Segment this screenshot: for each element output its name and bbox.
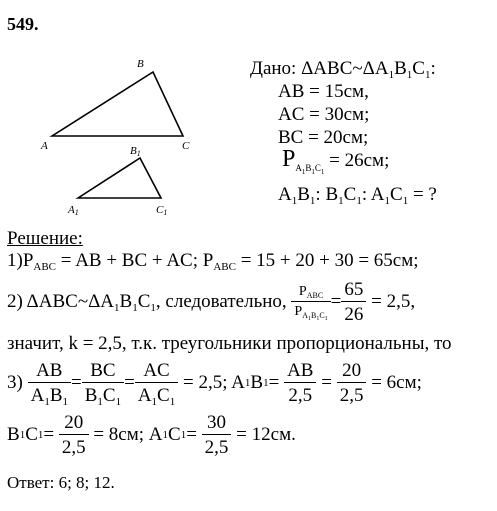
vertex-label-b1: $B_1$ (130, 145, 141, 158)
numeric-ratio-fraction: $\frac{65}{26}$ (341, 280, 366, 324)
triangle-a1b1c1 (78, 158, 161, 198)
b1c1-value-fraction: $\frac{20}{2,5}$ (59, 413, 89, 457)
solution-line-2: 2) $\Delta ABC\sim\Delta A_1B_1C_1$, следовательно, $\frac{P_{ABC}}{P_{A_1B_1C_1}}$ = $\frac{65}{26}$ = 2,5, (7, 279, 416, 325)
given-perimeter: $P_{A_1B_1C_1} = 26см$; (282, 146, 390, 176)
problem-number: 549. (7, 14, 39, 34)
perimeter-ratio-fraction: $\frac{P_{ABC}}{P_{A_1B_1C_1}}$ (291, 285, 330, 319)
solution-line-5: B 1 C 1 = $\frac{20}{2,5}$ = 8см; A 1 C 1 = $\frac{30}{2,5}$ = 12см. (7, 412, 296, 458)
ratio-bc-fraction: $\frac{BC}{B_1C_1}$ (82, 361, 124, 405)
a1b1-formula-fraction: $\frac{AB}{2,5}$ (284, 361, 316, 405)
vertex-label-b: B (137, 58, 144, 70)
ratio-ac-fraction: $\frac{AC}{A_1C_1}$ (135, 361, 178, 405)
given-bc: BC = 20см; (278, 127, 369, 148)
vertex-label-a: A (41, 140, 48, 152)
solution-heading: Решение: (7, 228, 83, 249)
a1b1-value-fraction: $\frac{20}{2,5}$ (337, 361, 367, 405)
given-title: Дано: $\Delta ABC\sim\Delta A_1B_1C_1$: (250, 58, 436, 81)
solution-line-3: значит, k = 2,5, т.к. треугольники пропорциональны, то (7, 333, 452, 354)
triangle-abc (52, 72, 183, 136)
vertex-label-c1: $C_1$ (156, 204, 168, 217)
ratio-ab-fraction: $\frac{AB}{A_1B_1}$ (28, 361, 71, 405)
solution-line-4: 3) $\frac{AB}{A_1B_1}$ = $\frac{BC}{B_1C_1}$ = $\frac{AC}{A_1C_1}$ = 2,5; A 1 B 1 = $\frac{AB}{2,5}$ = $\frac{20}{2,5}$ = 6см; (7, 360, 422, 408)
solution-line-1: $1)P_{ABC}$ = AB + BC + AC; $P_{ABC} = 15 + 20 + 30 = 65см$; (7, 250, 419, 273)
answer: Ответ: 6; 8; 12. (7, 473, 115, 492)
given-ac: AC = 30см; (278, 104, 370, 125)
given-question: $A_1B_1$: $B_1C_1$: $A_1C_1$ = ? (278, 184, 437, 207)
vertex-label-c: C (182, 140, 190, 152)
vertex-label-a1: $A_1$ (68, 204, 79, 217)
triangles-figure (0, 0, 200, 225)
given-ab: AB = 15см, (278, 81, 369, 102)
a1c1-value-fraction: $\frac{30}{2,5}$ (202, 413, 232, 457)
